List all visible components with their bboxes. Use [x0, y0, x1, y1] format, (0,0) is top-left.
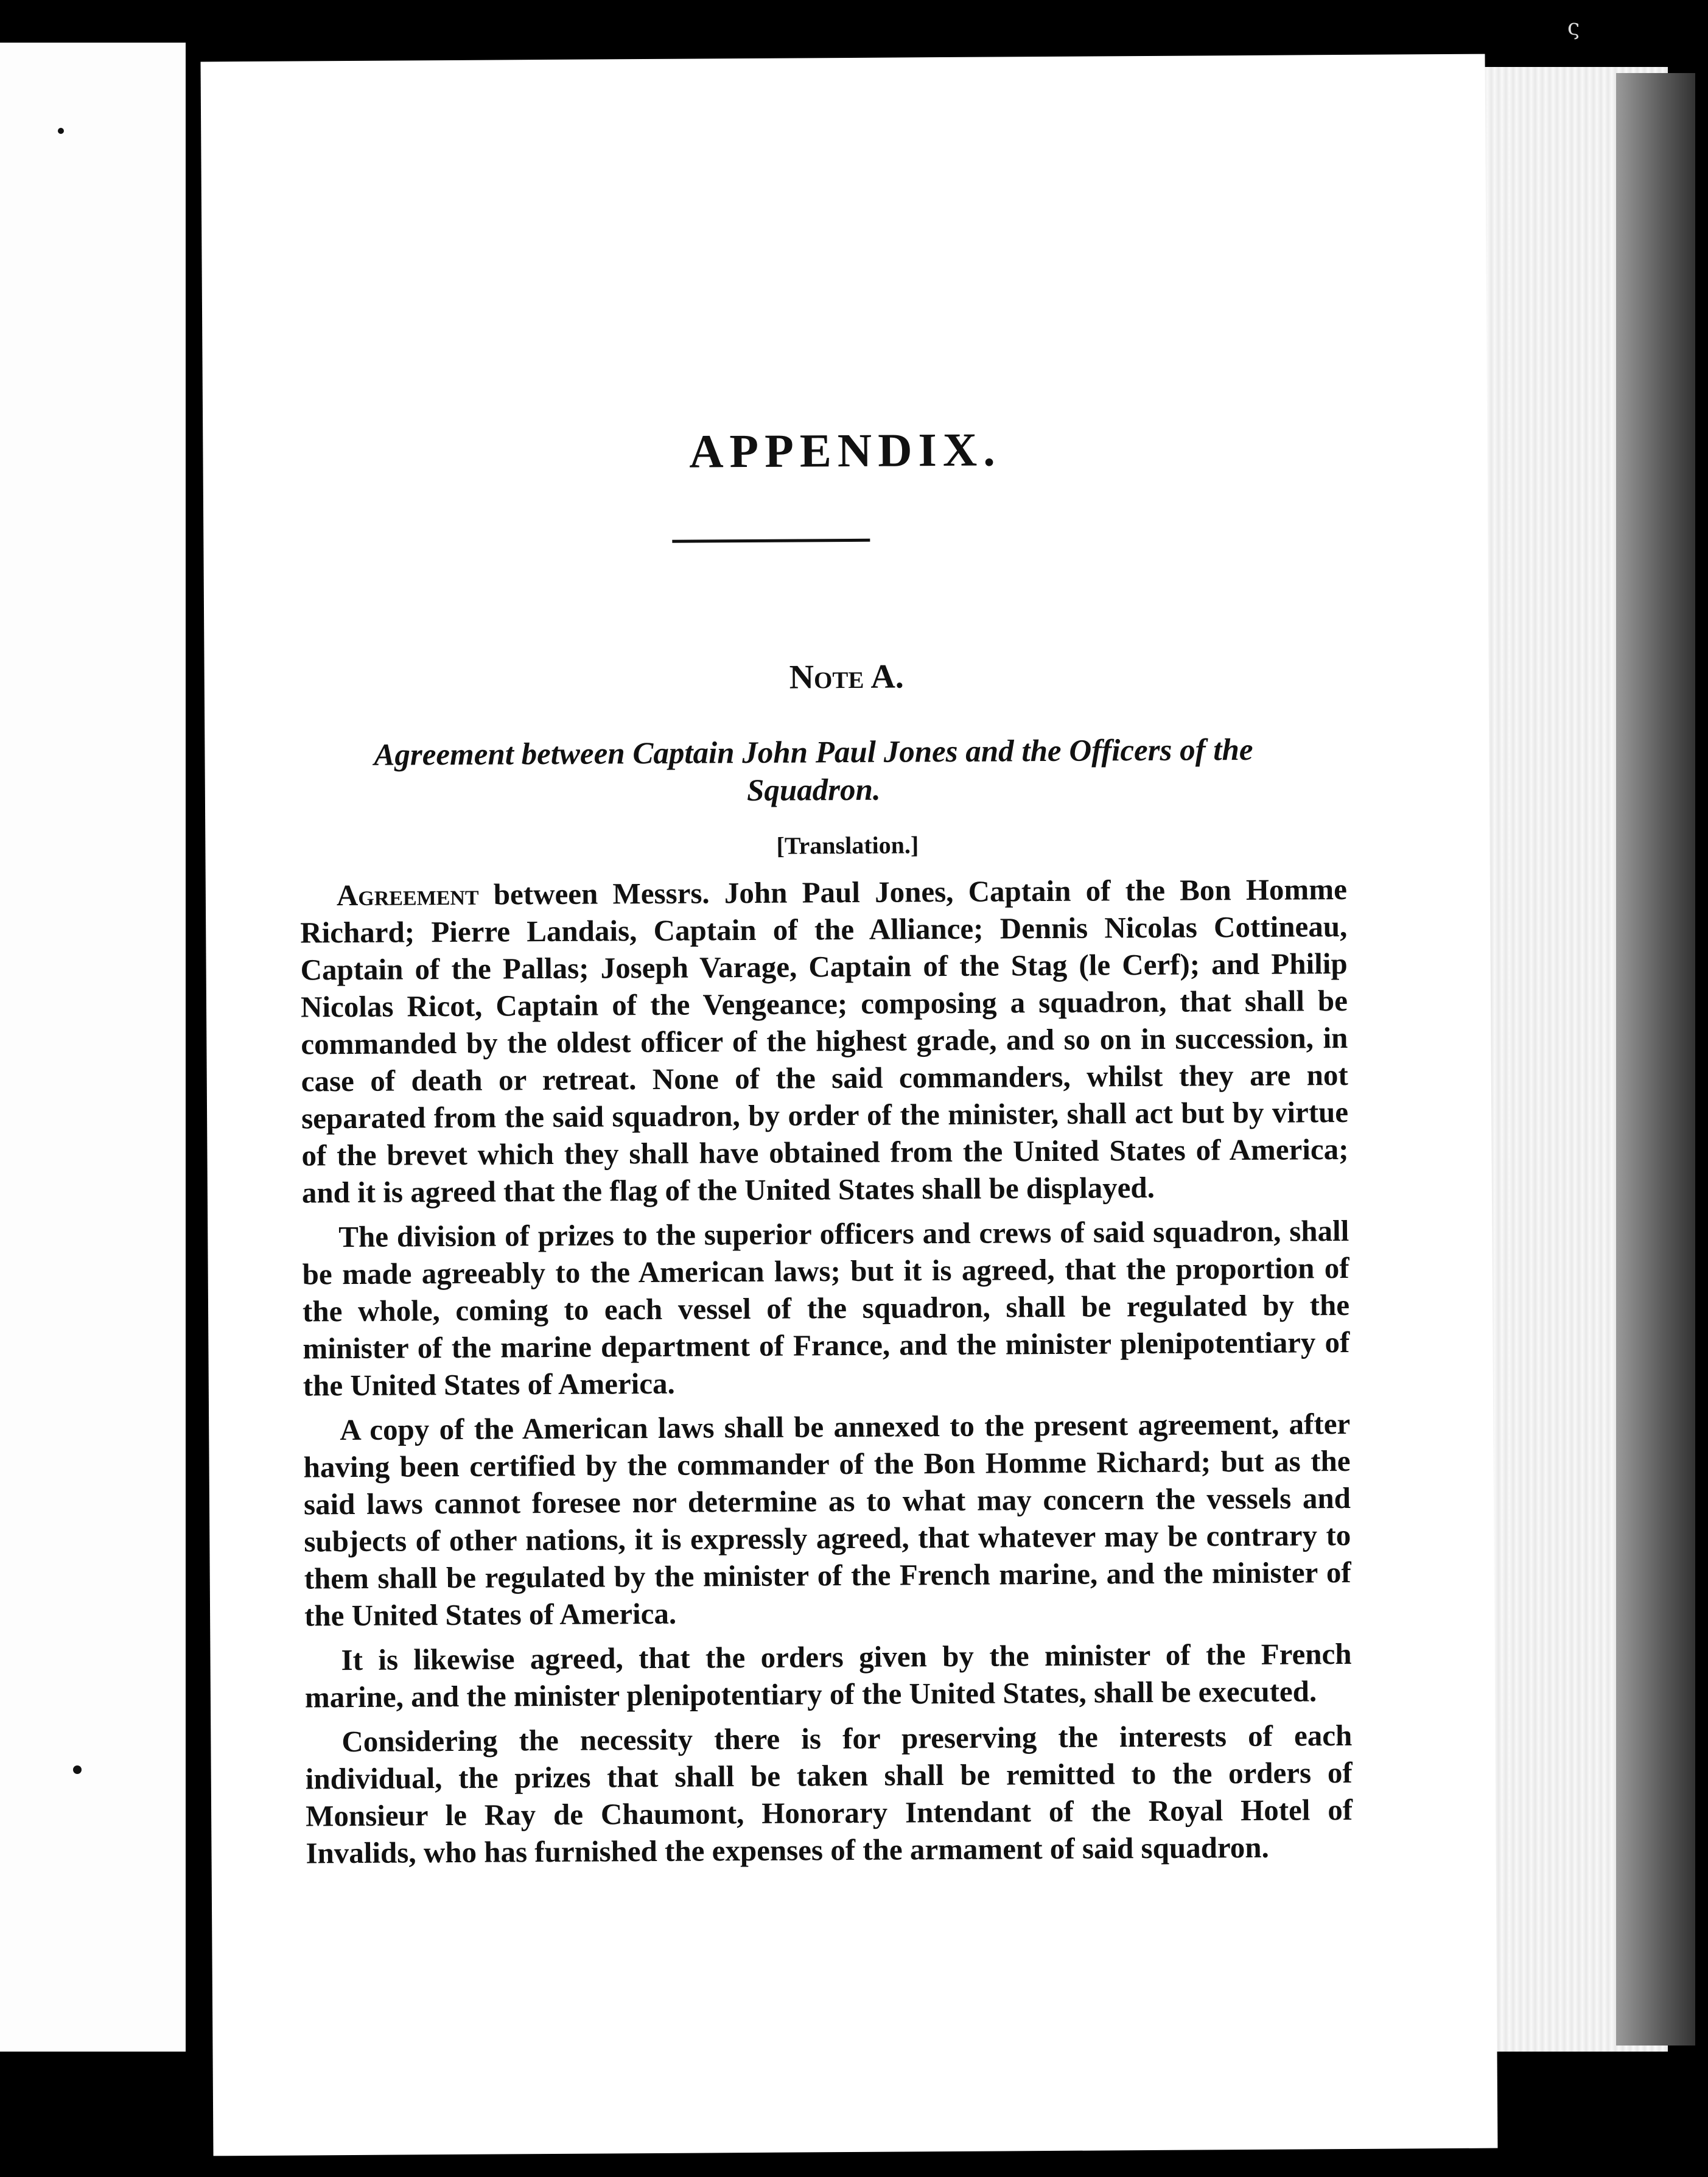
note-label: Note A. [789, 657, 904, 696]
paragraph-5: Considering the necessity there is for preserving the interests of each individual, the prizes that shall be taken shall be remitted to the orders of Monsieur le Ray de Chaumont, Honorary Intendant of the Royal Hotel of Invalids, who has furnished the expenses of the armament of said squadron. [305, 1718, 1353, 1870]
paragraph-1 [300, 871, 1349, 1211]
agreement-subtitle: Agreement between Captain John Paul Jones and the Officers of the Squadron. [374, 732, 1253, 808]
paragraph-3: A copy of the American laws shall be annexed to the present agreement, after having been certified by the commander of the Bon Homme Richard; but as the said laws cannot foresee nor determine as to what may concern the vessels and subjects of other nations, it is expressly agreed, that whatever may be contrary to them shall be regulated by the minister of the French marine, and the minister of the United States of America. [303, 1406, 1351, 1633]
facing-page-edge [0, 43, 186, 2052]
paragraph-text: between Messrs. John Paul Jones, Captain of the Bon Homme Richard; Pierre Landais, Captain of the Alliance; Dennis Nicolas Cottineau, Captain of the Pallas; Joseph Varage, Captain of the Stag (le Cerf); and Philip Nicolas Ricot, Captain of the Vengeance; composing a squadron, that shall be commanded by the oldest officer of the highest grade, and so on in succession, in case of death or retreat. None of the said commanders, whilst they are not separated from the said squadron, by order of the minister, shall act but by virtue of the brevet which they shall have obtained from the United States of America; and it is agreed that the flag of the United States shall be displayed. [300, 872, 1349, 1210]
book-page [201, 54, 1498, 2156]
paragraph-4: It is likewise agreed, that the orders given by the minister of the French marine, and the minister plenipotentiary of the United States, shall be executed. [304, 1636, 1352, 1714]
ink-speck [73, 1765, 82, 1774]
page-title: APPENDIX. [688, 422, 1001, 478]
note-heading [205, 654, 1489, 701]
corner-scan-mark: ς [1567, 15, 1580, 40]
body-text [300, 871, 1353, 1879]
ink-speck [58, 128, 64, 134]
title-rule [672, 539, 870, 543]
translation-label: [Translation.] [776, 831, 919, 860]
lead-word: Agreement [336, 877, 479, 913]
book-edge-shadow [1616, 73, 1695, 2046]
paragraph-2: The division of prizes to the superior officers and crews of said squadron, shall be made agreeably to the American laws; but it is agreed, that the proportion of the whole, coming to each vessel of the squadron, shall be regulated by the minister of the marine department of France, and the minister plenipotentiary of the United States of America. [302, 1213, 1350, 1403]
